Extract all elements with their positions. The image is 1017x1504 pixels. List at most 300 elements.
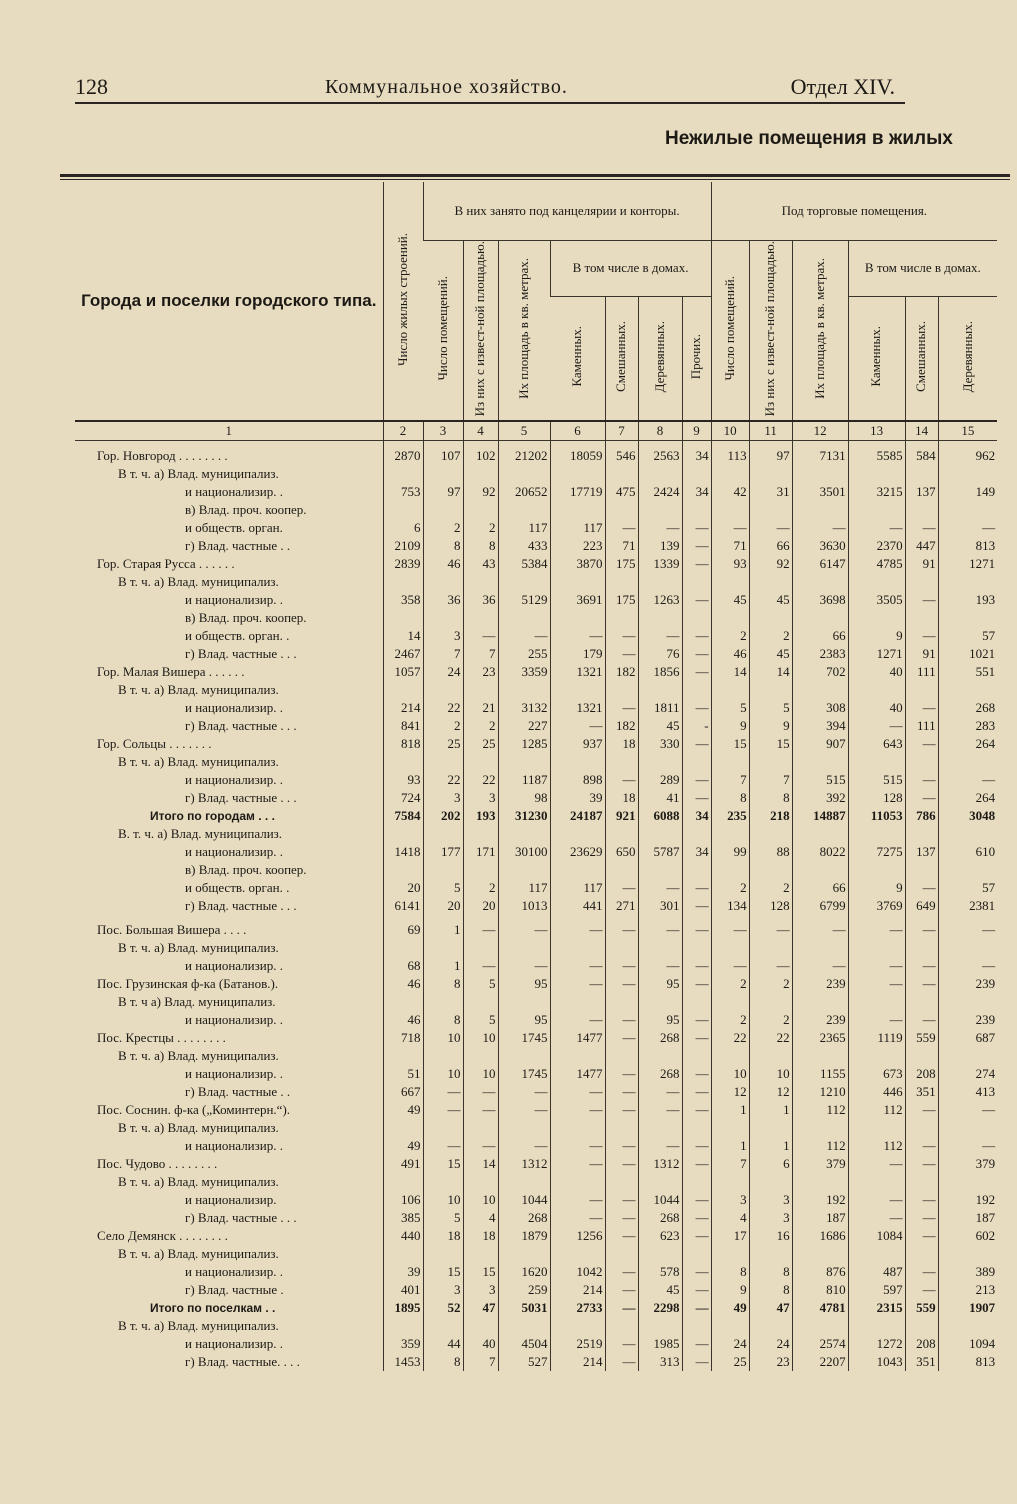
cell-value: 14887 [792, 807, 848, 825]
cell-value: 193 [938, 591, 997, 609]
cell-value: 351 [905, 1083, 938, 1101]
cell-value: 724 [383, 789, 423, 807]
cell-value: 117 [498, 519, 550, 537]
cell-value [423, 1245, 463, 1263]
cell-value: — [905, 975, 938, 993]
cell-value: 223 [550, 537, 605, 555]
row-label: и национализир. [185, 1191, 277, 1207]
cell-value: 786 [905, 807, 938, 825]
row-label: и национализир. . [185, 1065, 283, 1081]
cell-value [498, 1047, 550, 1065]
cell-value [711, 681, 749, 699]
cell-value: 3 [711, 1191, 749, 1209]
cell-value: 810 [792, 1281, 848, 1299]
cell-value: 117 [550, 879, 605, 897]
cell-value [682, 1173, 711, 1191]
table-row [75, 753, 997, 771]
cell-value [905, 825, 938, 843]
cell-value: — [749, 519, 792, 537]
cell-value: 24 [749, 1335, 792, 1353]
column-number: 1 [75, 421, 383, 441]
cell-value: 2381 [938, 897, 997, 915]
cell-value: — [638, 957, 682, 975]
column-number: 5 [498, 421, 550, 441]
cell-value: 2 [463, 717, 498, 735]
cell-value: 1895 [383, 1299, 423, 1317]
cell-value [711, 1047, 749, 1065]
cell-value: — [638, 1101, 682, 1119]
cell-value [749, 1245, 792, 1263]
row-label: и национализир. . [185, 1263, 283, 1279]
cell-value [905, 1119, 938, 1137]
cell-value: 3870 [550, 555, 605, 573]
cell-value: — [905, 1281, 938, 1299]
cell-value [682, 1047, 711, 1065]
col-header-trade-count [711, 241, 749, 421]
table-row [75, 1137, 997, 1155]
table-row [75, 537, 997, 555]
cell-value [749, 1173, 792, 1191]
table-row [75, 825, 997, 843]
cell-value: 23 [463, 663, 498, 681]
cell-value: — [550, 1011, 605, 1029]
cell-value [848, 1317, 905, 1335]
cell-value: 551 [938, 663, 997, 681]
cell-value: 962 [938, 440, 997, 465]
row-label: и национализир. . [185, 591, 283, 607]
cell-value: — [605, 627, 638, 645]
cell-value: — [682, 699, 711, 717]
cell-value: 268 [938, 699, 997, 717]
row-label: Пос. Грузинская ф-ка (Батанов.). [97, 975, 279, 991]
cell-value: — [605, 1335, 638, 1353]
row-label: г) Влад. частные . . . [185, 789, 297, 805]
cell-value: 753 [383, 483, 423, 501]
row-label: Итого по городам . . . [150, 808, 275, 823]
cell-value: — [605, 1353, 638, 1371]
cell-value: 5031 [498, 1299, 550, 1317]
cell-value [938, 1245, 997, 1263]
cell-value: 2 [749, 1011, 792, 1029]
cell-value: — [905, 771, 938, 789]
table-row [75, 975, 997, 993]
cell-value: 1044 [638, 1191, 682, 1209]
cell-value: 76 [638, 645, 682, 663]
cell-value: — [498, 957, 550, 975]
cell-value: — [463, 957, 498, 975]
cell-value [638, 573, 682, 591]
cell-value [848, 573, 905, 591]
cell-value: 379 [792, 1155, 848, 1173]
table-row [75, 897, 997, 915]
cell-value: — [905, 591, 938, 609]
cell-value [550, 501, 605, 519]
table-row [75, 789, 997, 807]
section-label: Отдел XIV. [790, 74, 895, 99]
cell-value [605, 939, 638, 957]
row-label: г) Влад. частные . . . [185, 897, 297, 913]
row-label: Село Демянск . . . . . . . . [97, 1227, 228, 1243]
row-label: и национализир. . [185, 699, 283, 715]
cell-value [463, 939, 498, 957]
col-header-trade-wood-label: Деревянных. [959, 320, 975, 393]
cell-value: 42 [711, 483, 749, 501]
col-header-trade-area [792, 241, 848, 421]
cell-value: 171 [463, 843, 498, 861]
row-label: Пос. Соснин. ф-ка („Коминтерн.“). [97, 1101, 291, 1117]
cell-value [905, 1047, 938, 1065]
cell-value: 10 [463, 1029, 498, 1047]
cell-value: 46 [383, 1011, 423, 1029]
cell-value [498, 1119, 550, 1137]
cell-value: 1119 [848, 1029, 905, 1047]
cell-value: 7 [749, 771, 792, 789]
cell-value: 2 [749, 627, 792, 645]
cell-value: 358 [383, 591, 423, 609]
cell-value [905, 573, 938, 591]
cell-value: 49 [383, 1101, 423, 1119]
column-number-row [75, 421, 997, 441]
cell-value [550, 465, 605, 483]
cell-value: 177 [423, 843, 463, 861]
table-row [75, 609, 997, 627]
row-label: и национализир. . [185, 957, 283, 973]
cell-value [605, 993, 638, 1011]
cell-value [638, 861, 682, 879]
cell-value: — [682, 1011, 711, 1029]
cell-value: 95 [638, 975, 682, 993]
row-label: г) Влад. частные . . . [185, 1209, 297, 1225]
cell-value [498, 573, 550, 591]
cell-value: 45 [638, 1281, 682, 1299]
cell-value: — [711, 519, 749, 537]
cell-value [905, 939, 938, 957]
cell-value [792, 993, 848, 1011]
col-header-office-wood [638, 296, 682, 421]
cell-value [605, 573, 638, 591]
cell-value: 1745 [498, 1029, 550, 1047]
cell-value: 3691 [550, 591, 605, 609]
cell-value: 2 [711, 975, 749, 993]
cell-value: — [682, 627, 711, 645]
cell-value: — [905, 699, 938, 717]
row-label: и обществ. орган. [185, 519, 283, 535]
cell-value: 2383 [792, 645, 848, 663]
cell-value: — [638, 519, 682, 537]
cell-value [605, 681, 638, 699]
cell-value: — [605, 1191, 638, 1209]
cell-value: 515 [848, 771, 905, 789]
cell-value: 49 [711, 1299, 749, 1317]
cell-value: — [550, 975, 605, 993]
cell-value: 1907 [938, 1299, 997, 1317]
cell-value [498, 993, 550, 1011]
column-number: 2 [383, 421, 423, 441]
cell-value: 182 [605, 663, 638, 681]
cell-value: 8 [749, 1281, 792, 1299]
col-header-office-wood-label: Деревянных. [651, 320, 667, 393]
cell-value [938, 681, 997, 699]
cell-value: 359 [383, 1335, 423, 1353]
table-row [75, 1317, 997, 1335]
cell-value [550, 1317, 605, 1335]
col-header-office-stone [550, 296, 605, 421]
cell-value: 2 [463, 519, 498, 537]
cell-value: 2870 [383, 440, 423, 465]
cell-value: 15 [423, 1155, 463, 1173]
cell-value: 5 [711, 699, 749, 717]
cell-value [711, 573, 749, 591]
cell-value: 289 [638, 771, 682, 789]
cell-value [423, 1317, 463, 1335]
cell-value: — [605, 1299, 638, 1317]
cell-value [711, 1245, 749, 1263]
col-header-office-other-label: Прочих. [688, 333, 704, 380]
cell-value: 2109 [383, 537, 423, 555]
cell-value: 1312 [498, 1155, 550, 1173]
cell-value: 213 [938, 1281, 997, 1299]
cell-value: 4 [463, 1209, 498, 1227]
cell-value: 2370 [848, 537, 905, 555]
cell-value: — [682, 1155, 711, 1173]
cell-value: 283 [938, 717, 997, 735]
cell-value [792, 939, 848, 957]
cell-value [383, 465, 423, 483]
cell-value: — [463, 1137, 498, 1155]
cell-value [905, 609, 938, 627]
group-header-trade-houses: В том числе в домах. [848, 241, 997, 297]
cell-value: 22 [463, 771, 498, 789]
cell-value: 17 [711, 1227, 749, 1245]
cell-value: 6147 [792, 555, 848, 573]
row-label: г) Влад. частные . [185, 1281, 284, 1297]
cell-value: 487 [848, 1263, 905, 1281]
cell-value: — [848, 975, 905, 993]
cell-value: 91 [905, 555, 938, 573]
cell-value [749, 1047, 792, 1065]
row-label: г) Влад. частные . . [185, 1083, 291, 1099]
cell-value: 24 [711, 1335, 749, 1353]
cell-value [938, 825, 997, 843]
column-number: 8 [638, 421, 682, 441]
cell-value: 433 [498, 537, 550, 555]
cell-value: 10 [749, 1065, 792, 1083]
table-row [75, 1353, 997, 1371]
col-header-living [383, 182, 423, 421]
cell-value: — [848, 1209, 905, 1227]
cell-value [938, 993, 997, 1011]
cell-value [423, 1047, 463, 1065]
cell-value: 23629 [550, 843, 605, 861]
page-header [75, 72, 905, 104]
cell-value [550, 993, 605, 1011]
column-number: 3 [423, 421, 463, 441]
cell-value [550, 861, 605, 879]
cell-value: — [938, 915, 997, 939]
cell-value: 1811 [638, 699, 682, 717]
cell-value: — [605, 1101, 638, 1119]
cell-value: 7131 [792, 440, 848, 465]
cell-value: 3 [423, 1281, 463, 1299]
cell-value: 10 [423, 1191, 463, 1209]
cell-value [682, 573, 711, 591]
cell-value: 2563 [638, 440, 682, 465]
cell-value: 2 [711, 627, 749, 645]
cell-value [638, 681, 682, 699]
row-label: Пос. Чудово . . . . . . . . [97, 1155, 218, 1171]
cell-value: 921 [605, 807, 638, 825]
cell-value: 117 [550, 519, 605, 537]
cell-value: 5384 [498, 555, 550, 573]
cell-value: 175 [605, 591, 638, 609]
row-label: В т. ч. а) Влад. муниципализ. [118, 1047, 279, 1063]
row-label: В т. ч. а) Влад. муниципализ. [118, 681, 279, 697]
cell-value: 1 [711, 1101, 749, 1119]
cell-value: 8 [423, 975, 463, 993]
cell-value: 15 [711, 735, 749, 753]
cell-value: 1477 [550, 1065, 605, 1083]
cell-value: 134 [711, 897, 749, 915]
cell-value: 34 [682, 843, 711, 861]
cell-value [463, 861, 498, 879]
cell-value [682, 681, 711, 699]
cell-value [848, 501, 905, 519]
cell-value: 2298 [638, 1299, 682, 1317]
cell-value: 702 [792, 663, 848, 681]
column-number: 11 [749, 421, 792, 441]
cell-value: 9 [848, 879, 905, 897]
table-row [75, 1083, 997, 1101]
table-row [75, 1029, 997, 1047]
cell-value [550, 609, 605, 627]
table-row [75, 1101, 997, 1119]
cell-value: — [848, 717, 905, 735]
cell-value: 31230 [498, 807, 550, 825]
cell-value [383, 861, 423, 879]
cell-value: 584 [905, 440, 938, 465]
cell-value: 1321 [550, 699, 605, 717]
cell-value [682, 501, 711, 519]
cell-value: 46 [423, 555, 463, 573]
cell-value: 2424 [638, 483, 682, 501]
cell-value: 650 [605, 843, 638, 861]
cell-value: 14 [383, 627, 423, 645]
cell-value: 4785 [848, 555, 905, 573]
cell-value: — [682, 1263, 711, 1281]
cell-value: 2315 [848, 1299, 905, 1317]
cell-value: 25 [711, 1353, 749, 1371]
cell-value: 20 [463, 897, 498, 915]
cell-value: 308 [792, 699, 848, 717]
cell-value: — [905, 1227, 938, 1245]
table-row [75, 807, 997, 825]
cell-value: — [711, 957, 749, 975]
cell-value [792, 1245, 848, 1263]
cell-value [905, 465, 938, 483]
cell-value: 271 [605, 897, 638, 915]
cell-value: 264 [938, 789, 997, 807]
cell-value: 1 [749, 1137, 792, 1155]
cell-value: 102 [463, 440, 498, 465]
cell-value: 7 [463, 645, 498, 663]
cell-value: 8 [423, 1353, 463, 1371]
cell-value: 192 [792, 1191, 848, 1209]
cell-value [383, 1047, 423, 1065]
cell-value: 235 [711, 807, 749, 825]
cell-value: 1321 [550, 663, 605, 681]
cell-value: 7 [463, 1353, 498, 1371]
cell-value [905, 501, 938, 519]
cell-value: 22 [423, 699, 463, 717]
cell-value: 3698 [792, 591, 848, 609]
cell-value: 45 [749, 645, 792, 663]
column-number: 6 [550, 421, 605, 441]
cell-value [848, 465, 905, 483]
cell-value [711, 825, 749, 843]
cell-value [848, 609, 905, 627]
cell-value: 7 [711, 771, 749, 789]
row-label: В т. ч. а) Влад. муниципализ. [118, 1173, 279, 1189]
cell-value: 92 [463, 483, 498, 501]
table-row [75, 483, 997, 501]
group-header-offices: В них занято под канцелярии и конторы. [423, 182, 711, 241]
cell-value: — [423, 1083, 463, 1101]
cell-value: — [550, 915, 605, 939]
cell-value: — [605, 1029, 638, 1047]
cell-value: 25 [423, 735, 463, 753]
cell-value: — [682, 1209, 711, 1227]
cell-value [938, 753, 997, 771]
cell-value: 667 [383, 1083, 423, 1101]
cell-value: 137 [905, 483, 938, 501]
cell-value [848, 1173, 905, 1191]
column-number: 7 [605, 421, 638, 441]
cell-value [711, 861, 749, 879]
row-label: и обществ. орган. . [185, 879, 290, 895]
table-row [75, 1335, 997, 1353]
cell-value: — [905, 519, 938, 537]
cell-value: 268 [638, 1029, 682, 1047]
cell-value: — [848, 1191, 905, 1209]
cell-value [848, 1119, 905, 1137]
cell-value: 1271 [938, 555, 997, 573]
cell-value: — [682, 1299, 711, 1317]
cell-value: 97 [749, 440, 792, 465]
cell-value [638, 465, 682, 483]
cell-value [792, 1173, 848, 1191]
cell-value: — [638, 1137, 682, 1155]
cell-value [638, 993, 682, 1011]
cell-value: 5129 [498, 591, 550, 609]
cell-value: — [550, 957, 605, 975]
cell-value: 182 [605, 717, 638, 735]
cell-value: 39 [550, 789, 605, 807]
cell-value: 36 [463, 591, 498, 609]
cell-value: 21 [463, 699, 498, 717]
cell-value: 111 [905, 717, 938, 735]
group-header-office-houses: В том числе в домах. [550, 241, 711, 297]
cell-value [498, 753, 550, 771]
cell-value: — [550, 1191, 605, 1209]
cell-value [749, 465, 792, 483]
cell-value [938, 1173, 997, 1191]
cell-value [463, 465, 498, 483]
cell-value: 937 [550, 735, 605, 753]
cell-value: — [682, 1065, 711, 1083]
cell-value [792, 501, 848, 519]
cell-value [550, 939, 605, 957]
row-label: В т. ч. а) Влад. муниципализ. [118, 1245, 279, 1261]
